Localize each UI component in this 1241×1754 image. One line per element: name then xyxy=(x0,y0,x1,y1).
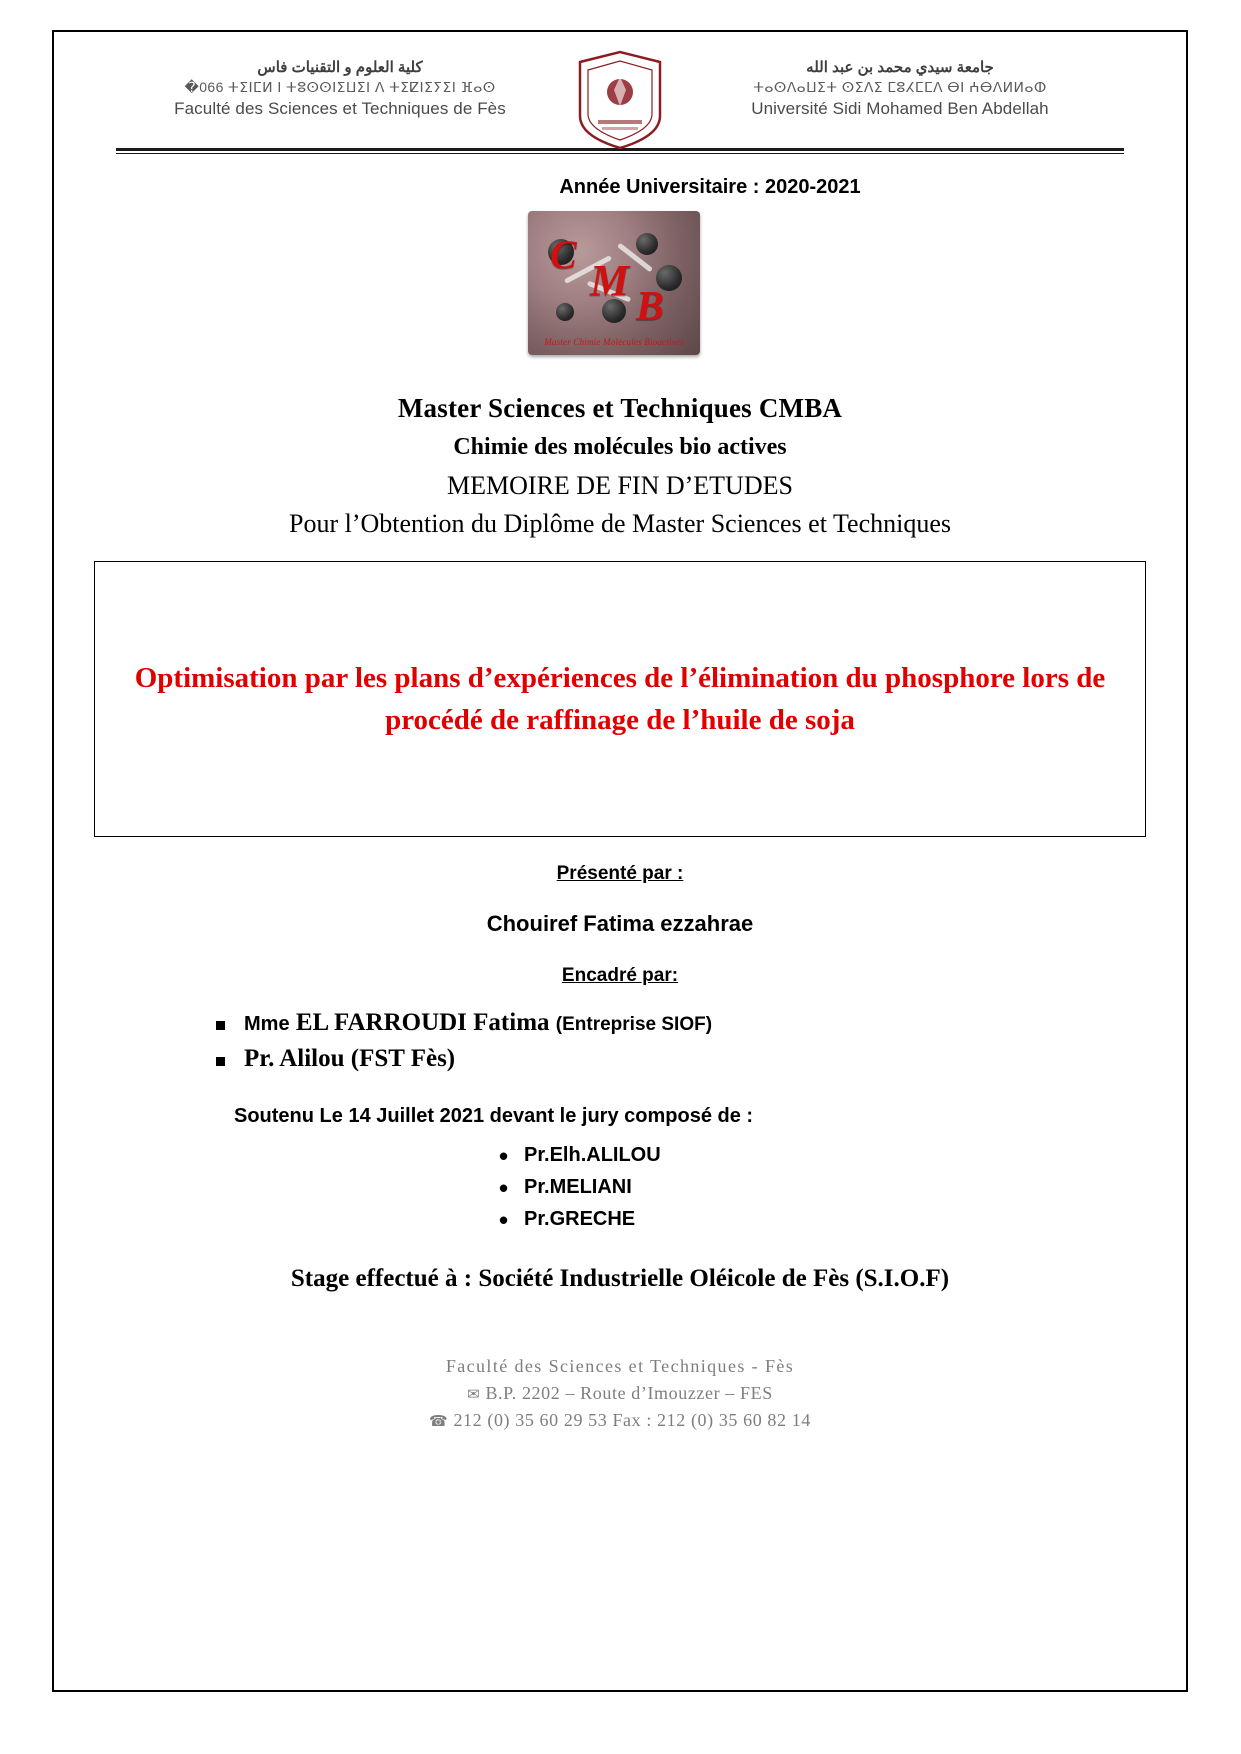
list-item: • Pr.GRECHE xyxy=(94,1208,1146,1231)
header-faculty-block xyxy=(130,54,550,120)
list-item xyxy=(244,1045,1146,1073)
jury-list xyxy=(94,1144,1146,1231)
footer-phone-row xyxy=(94,1407,1146,1434)
thesis-title-box xyxy=(94,561,1146,837)
presented-by-label: Présenté par : xyxy=(556,863,684,884)
supervisor-entity: (Entreprise SIOF) xyxy=(555,1014,713,1035)
header-divider-secondary xyxy=(116,153,1124,154)
supervisor-name-2: Pr. Alilou (FST Fès) xyxy=(244,1045,456,1072)
header-university-tifinagh: ⵜⴰⵙⴷⴰⵡⵉⵜ ⵙⵉⴷⵉ ⵎⵓⵃⵎⵎⴷ ⴱⵏ ⵄⴱⴷⵍⵍⴰⵀ xyxy=(753,79,1047,96)
author-name: Chouiref Fatima ezzahrae xyxy=(486,911,754,936)
page-header xyxy=(94,54,1146,146)
internship-line: Stage effectué à : Société Industrielle Oléicole de Fès (S.I.O.F) xyxy=(290,1265,950,1292)
master-program-subtitle: Chimie des molécules bio actives xyxy=(453,434,787,460)
footer-address-row xyxy=(94,1380,1146,1407)
cmba-logo-wrapper xyxy=(94,211,1146,355)
logo-letter-m: M xyxy=(590,256,630,305)
header-university-block xyxy=(690,54,1110,120)
header-faculty-tifinagh: �066 ⵜⵉⵏⵎⵍ ⵏ ⵜⵓⵙⵙⵏⵉⵡⵉⵏ ⴷ ⵜⵉⵇⵏⵉⵢⵉⵏ ⴼⴰⵙ xyxy=(184,79,496,96)
list-item: • Pr.MELIANI xyxy=(94,1176,1146,1199)
footer-phone: 212 (0) 35 60 29 53 Fax : 212 (0) 35 60 82 14 xyxy=(453,1410,811,1430)
page-footer xyxy=(94,1353,1146,1434)
document-page xyxy=(52,30,1188,1692)
thesis-title: Optimisation par les plans d’expériences de l’élimination du phosphore lors de procédé de raffinage de l’huile de soja xyxy=(134,661,1106,736)
list-item: • Pr.Elh.ALILOU xyxy=(94,1144,1146,1167)
list-item xyxy=(244,1009,1146,1037)
header-university-arabic: جامعة سيدي محمد بن عبد الله xyxy=(806,59,994,76)
footer-address: B.P. 2202 – Route d’Imouzzer – FES xyxy=(485,1383,773,1403)
supervised-by-label: Encadré par: xyxy=(561,965,679,986)
mail-icon: ✉ xyxy=(467,1385,481,1403)
header-university-french: Université Sidi Mohamed Ben Abdellah xyxy=(751,99,1049,119)
logo-letter-b: B xyxy=(636,284,665,330)
cmba-logo-icon xyxy=(528,211,700,355)
defense-line: Soutenu Le 14 Juillet 2021 devant le jury composé de : xyxy=(234,1105,754,1127)
degree-purpose: Pour l’Obtention du Diplôme de Master Sciences et Techniques xyxy=(289,509,951,538)
supervisor-title: Mme xyxy=(244,1013,290,1035)
supervisor-list xyxy=(94,1009,1146,1073)
header-faculty-arabic: كلية العلوم و التقنيات فاس xyxy=(257,59,423,76)
header-faculty-french: Faculté des Sciences et Techniques de Fès xyxy=(174,99,506,119)
master-program-title: Master Sciences et Techniques CMBA xyxy=(397,393,843,423)
document-type: MEMOIRE DE FIN D’ETUDES xyxy=(447,471,793,500)
footer-faculty: Faculté des Sciences et Techniques - Fès xyxy=(445,1356,795,1376)
logo-caption: Master Chimie Molécules Bioactives xyxy=(544,337,684,347)
logo-letter-c: C xyxy=(550,232,577,277)
supervisor-name: EL FARROUDI Fatima xyxy=(295,1009,550,1036)
academic-year: Année Universitaire : 2020-2021 xyxy=(559,176,861,198)
university-crest-icon xyxy=(574,50,666,150)
phone-icon: ☎ xyxy=(429,1412,449,1430)
